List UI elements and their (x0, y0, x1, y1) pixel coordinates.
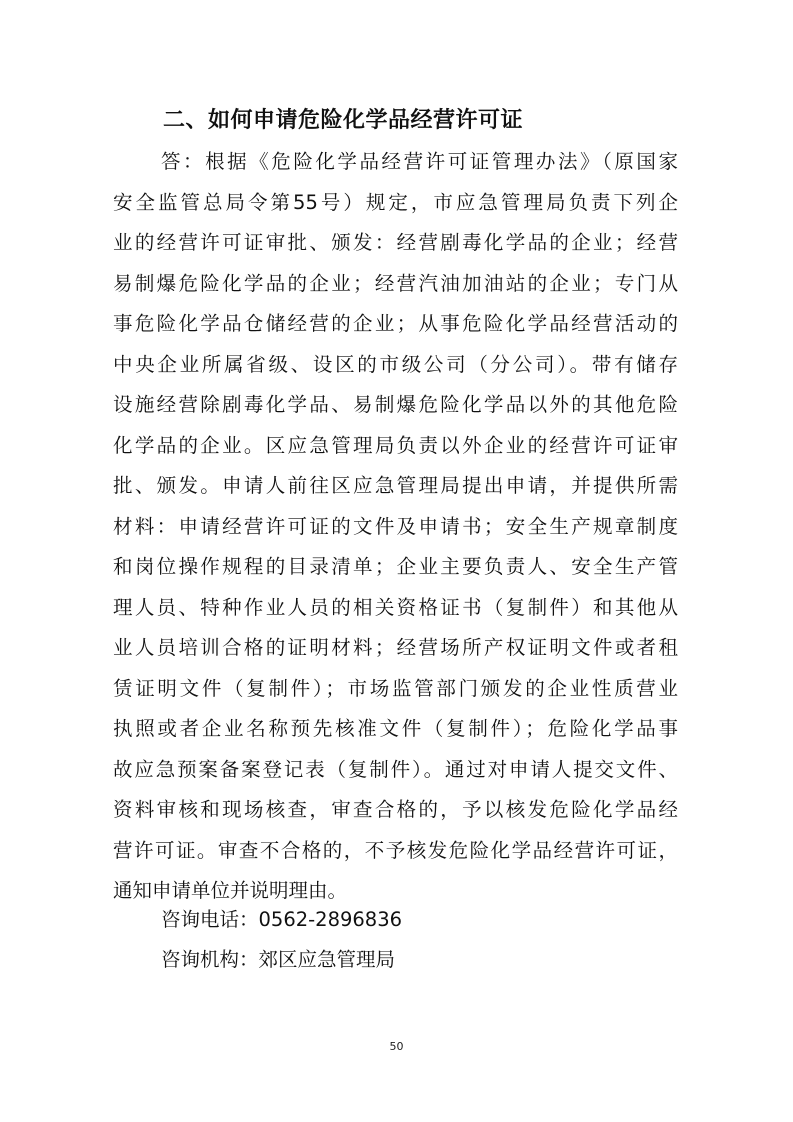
paragraph-line: 易制爆危险化学品的企业；经营汽油加油站的企业；专门从 (113, 271, 678, 295)
paragraph-line: 批、颁发。申请人前往区应急管理局提出申请，并提供所需 (113, 474, 678, 497)
contact-organization: 咨询机构：郊区应急管理局 (161, 948, 396, 971)
paragraph-line: 材料：申请经营许可证的文件及申请书；安全生产规章制度 (113, 514, 678, 538)
paragraph-line: 设施经营除剧毒化学品、易制爆危险化学品以外的其他危险 (113, 393, 678, 416)
paragraph-line: 理人员、特种作业人员的相关资格证书（复制件）和其他从 (113, 595, 678, 619)
paragraph-line: 业的经营许可证审批、颁发：经营剧毒化学品的企业；经营 (113, 231, 678, 254)
paragraph-line: 答：根据《危险化学品经营许可证管理办法》（原国家 (161, 150, 678, 173)
paragraph-line: 安全监管总局令第55号）规定，市应急管理局负责下列企 (113, 190, 678, 214)
paragraph-line: 故应急预案备案登记表（复制件）。通过对申请人提交文件、 (113, 757, 678, 781)
section-heading: 二、如何申请危险化学品经营许可证 (163, 108, 524, 133)
page-number: 50 (389, 1040, 404, 1053)
paragraph-line: 通知申请单位并说明理由。 (113, 879, 348, 902)
paragraph-line: 营许可证。审查不合格的，不予核发危险化学品经营许可证， (113, 838, 678, 862)
paragraph-line: 执照或者企业名称预先核准文件（复制件）；危险化学品事 (113, 717, 678, 740)
paragraph-line: 中央企业所属省级、设区的市级公司（分公司）。带有储存 (113, 352, 678, 376)
answer-paragraph (113, 142, 678, 912)
paragraph-line: 事危险化学品仓储经营的企业；从事危险化学品经营活动的 (113, 312, 678, 335)
paragraph-line: 业人员培训合格的证明材料；经营场所产权证明文件或者租 (113, 636, 678, 659)
paragraph-line: 和岗位操作规程的目录清单；企业主要负责人、安全生产管 (113, 555, 678, 578)
paragraph-line: 赁证明文件（复制件）；市场监管部门颁发的企业性质营业 (113, 676, 678, 700)
paragraph-line: 化学品的企业。区应急管理局负责以外企业的经营许可证审 (113, 433, 678, 457)
paragraph-line: 资料审核和现场核查，审查合格的，予以核发危险化学品经 (113, 798, 678, 821)
contact-phone: 咨询电话：0562-2896836 (161, 908, 403, 931)
